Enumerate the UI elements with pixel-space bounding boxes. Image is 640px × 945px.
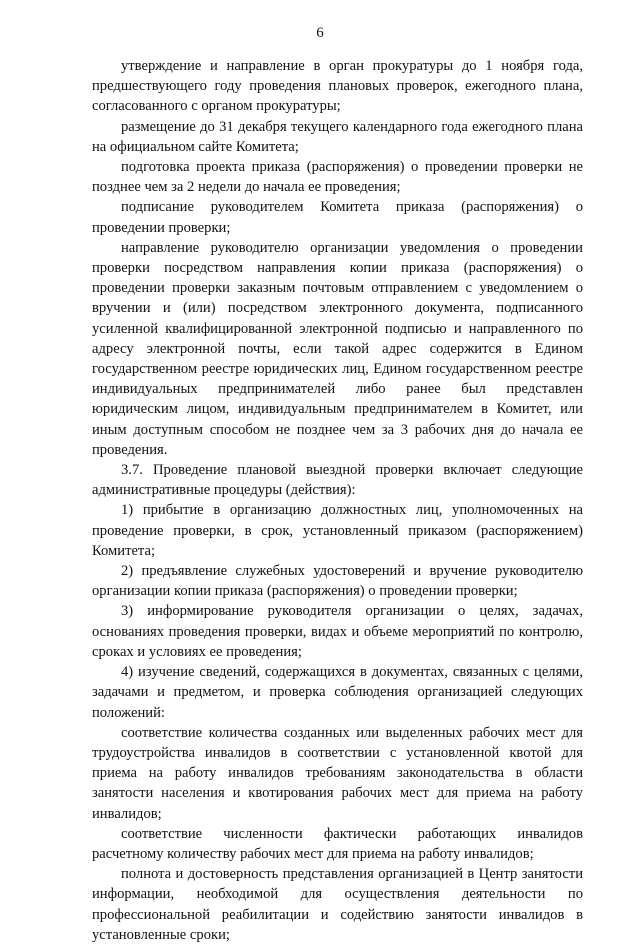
paragraph-order-draft: подготовка проекта приказа (распоряжения) о проведении проверки не позднее чем за 2 недели до начала ее проведения; — [92, 159, 583, 196]
paragraph-order-signing: подписание руководителем Комитета приказа (распоряжения) о проведении проверки; — [92, 199, 583, 236]
paragraph-item-1: 1) прибытие в организацию должностных лиц, уполномоченных на проведение проверки, в срок, установленный приказом (распоряжением) Комитета; — [92, 502, 583, 559]
paragraph-notification: направление руководителю организации уведомления о проведении проверки посредством направления копии приказа (распоряжения) о проведении проверки заказным почтовым отправлением с уведомлением о вручении и (или) посредством электронного документа, подписанного усиленной квалифицированной электронной подписью и направленного по адресу электронной почты, если такой адрес содержится в Едином государственном реестре юридических лиц, Едином государственном реестре индивидуальных предпринимателей либо ранее был представлен юридическим лицом, индивидуальным предпринимателем в Комитет, или иным доступным способом не позднее чем за 3 рабочих дня до начала ее проведения. — [92, 239, 583, 458]
paragraph-item-2: 2) предъявление служебных удостоверений и вручение руководителю организации копии приказа (распоряжения) о проведении проверки; — [92, 563, 583, 600]
paragraph-headcount-compliance: соответствие численности фактически работающих инвалидов расчетному количеству рабочих мест для приема на работу инвалидов; — [92, 825, 583, 862]
paragraph-item-3: 3) информирование руководителя организации о целях, задачах, основаниях проведения проверки, видах и объеме мероприятий по контролю, сроках и условиях ее проведения; — [92, 603, 583, 660]
paragraph-reporting-completeness: полнота и достоверность представления организацией в Центр занятости информации, необходимой для осуществления деятельности по профессиональной реабилитации и содействию занятости инвалидов в установленные сроки; — [92, 866, 583, 943]
document-body — [92, 56, 583, 945]
page-number: 6 — [316, 25, 324, 41]
paragraph-section-3-7: 3.7. Проведение плановой выездной проверки включает следующие административные процедуры (действия): — [92, 462, 583, 499]
paragraph-plan-publication: размещение до 31 декабря текущего календарного года ежегодного плана на официальном сайте Комитета; — [92, 118, 583, 155]
paragraph-quota-compliance: соответствие количества созданных или выделенных рабочих мест для трудоустройства инвалидов в соответствии с установленной квотой для приема на работу инвалидов требованиям законодательства в области занятости населения и квотирования рабочих мест для приема на работу инвалидов; — [92, 724, 583, 822]
paragraph-item-4: 4) изучение сведений, содержащихся в документах, связанных с целями, задачами и предметом, и проверка соблюдения организацией следующих положений: — [92, 664, 583, 721]
paragraph-approval-plan: утверждение и направление в орган прокуратуры до 1 ноября года, предшествующего году проведения плановых проверок, ежегодного плана, согласованного с органом прокуратуры; — [92, 58, 583, 115]
